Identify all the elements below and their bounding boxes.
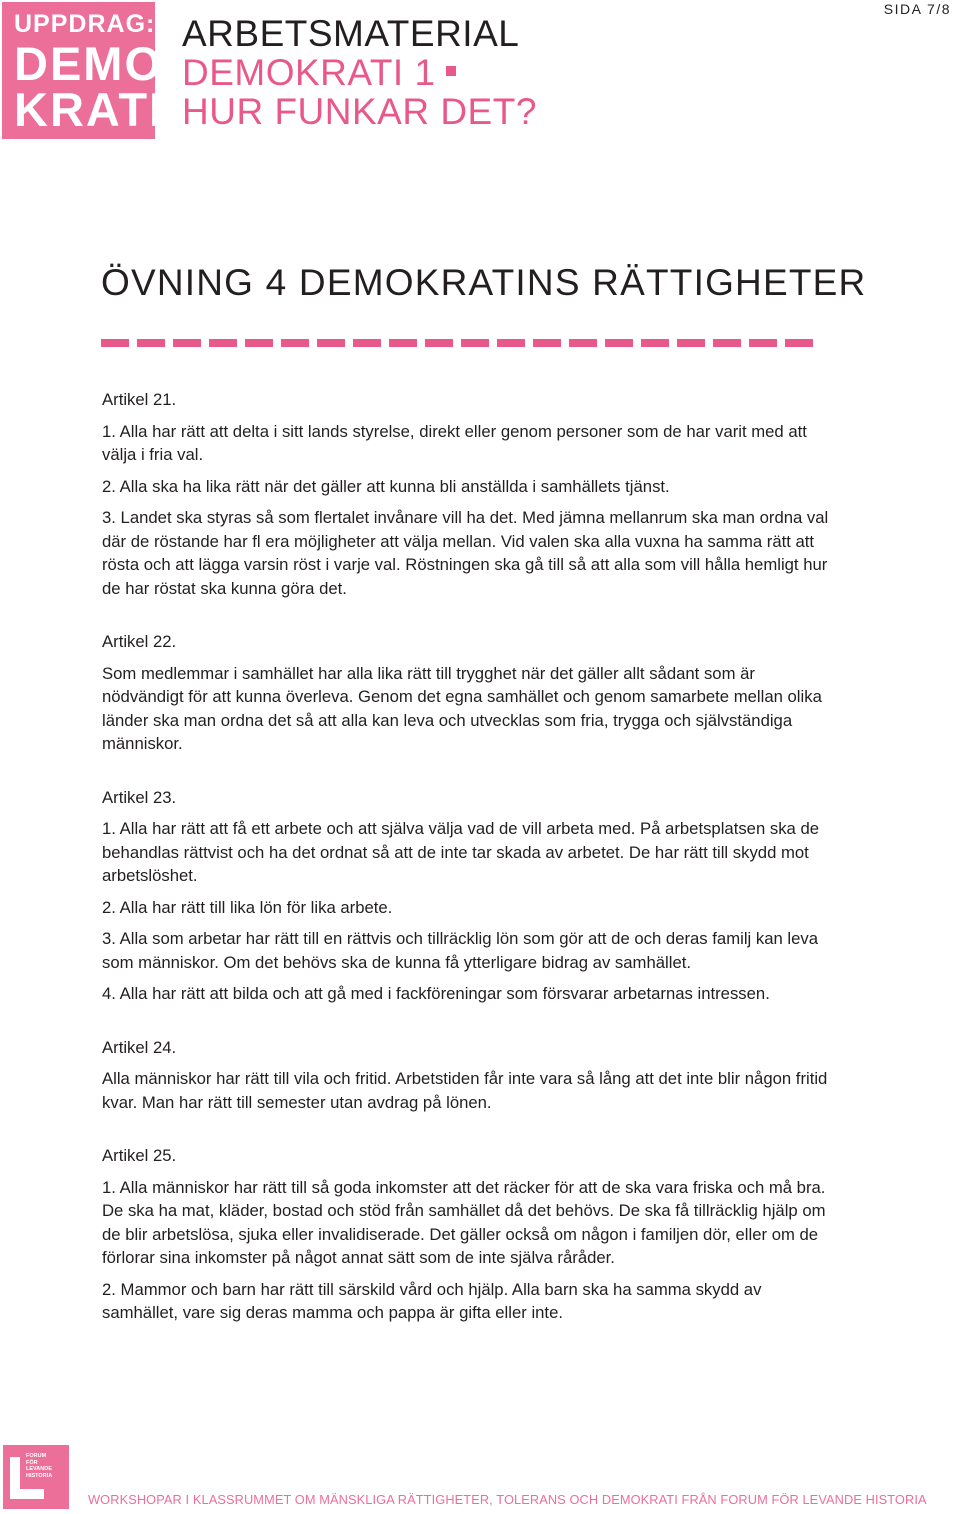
article-paragraph: 3. Alla som arbetar har rätt till en rättvis och tillräcklig lön som gör att de och deras familj kan leva som människor. Om det behövs ska de kunna få ytterligare bidrag av samhället. [102, 929, 819, 972]
article-paragraph: 1. Alla har rätt att delta i sitt lands styrelse, direkt eller genom personer som de har varit med att välja i fria val. [102, 421, 807, 464]
article-paragraph: 3. Landet ska styras så som flertalet invånare vill ha det. Med jämna mellanrum ska man ordna val där de röstande har fl era möjligheter att välja mellan. Vid valen ska alla vuxna ha samma rätt att rösta och att lägga varsin röst i varje val. Röstningen ska gå till så att alla som vill hålla hemligt hur de har röstat ska kunna göra det. [102, 508, 829, 598]
article-paragraph: 2. Alla har rätt till lika lön för lika arbete. [102, 897, 393, 917]
logo-line-1: UPPDRAG: [14, 10, 156, 38]
logo-l-shape-base [10, 1489, 44, 1499]
header-subtitle-2: HUR FUNKAR DET? [182, 91, 537, 132]
dashed-divider [101, 339, 821, 347]
article-title: Artikel 23. [102, 787, 177, 807]
uppdrag-demokrati-logo [2, 2, 165, 139]
article-paragraph: 1. Alla har rätt att få ett arbete och att själva välja vad de vill arbeta med. På arbetsplatsen ska de behandlas rättvist och ha det ordnat så att de inte tar skada av arbetet. De har rätt till skydd mot arbetslöshet. [102, 819, 820, 885]
article-paragraph: Som medlemmar i samhället har alla lika rätt till trygghet när det gäller allt sådant som är nödvändigt för att kunna överleva. Genom det egna samhället och genom samarbete mellan olika länder ska man ordna det så att alla kan leva och utvecklas som fria, trygga och självständiga människor. [102, 663, 822, 753]
article-paragraph: Alla människor har rätt till vila och fritid. Arbetstiden får inte vara så lång att det inte blir någon fritid kvar. Man har rätt till semester utan avdrag på lönen. [102, 1069, 828, 1112]
footer-text: WORKSHOPAR I KLASSRUMMET OM MÄNSKLIGA RÄTTIGHETER, TOLERANS OCH DEMOKRATI FRÅN FORUM FÖR LEVANDE HISTORIA [88, 1492, 927, 1507]
article-title: Artikel 24. [102, 1037, 177, 1057]
exercise-title: ÖVNING 4 DEMOKRATINS RÄTTIGHETER [101, 262, 867, 303]
forum-levande-historia-logo [3, 1445, 69, 1509]
article-paragraph: 4. Alla har rätt att bilda och att gå med i fackföreningar som försvarar arbetarnas intressen. [102, 984, 770, 1003]
article-title: Artikel 21. [102, 390, 177, 409]
logo-line-3: KRATI [14, 83, 165, 136]
article-title: Artikel 25. [102, 1146, 177, 1165]
document-header [182, 14, 537, 131]
footer-logo-text: FORUM FÖR LEVANDE HISTORIA [26, 1453, 53, 1479]
square-bullet-icon [446, 66, 456, 76]
article-paragraph: 2. Alla ska ha lika rätt när det gäller att kunna bli anställda i samhällets tjänst. [102, 476, 670, 496]
article-paragraph: 1. Alla människor har rätt till så goda inkomster att det räcker för att de ska vara friska och må bra. De ska ha mat, kläder, bostad och stöd från samhället då det behövs. De ska få tillräcklig hjälp om de blir arbetslösa, sjuka eller invalidiserade. Det gäller också om någon i familjen dör, eller om de förlorar sina inkomster på något annat sätt som de inte själva råråder. [102, 1177, 826, 1267]
logo-line-2: DEMO [14, 37, 163, 90]
page-number: SIDA 7/8 [883, 1, 951, 17]
article-paragraph: 2. Mammor och barn har rätt till särskild vård och hjälp. Alla barn ska ha samma skydd av samhället, vare sig deras mamma och pappa är gifta eller inte. [102, 1279, 762, 1322]
articles-content [102, 388, 832, 1333]
header-title: ARBETSMATERIAL [182, 13, 520, 54]
header-subtitle-1: DEMOKRATI 1 [182, 53, 537, 92]
article-title: Artikel 22. [102, 632, 177, 651]
